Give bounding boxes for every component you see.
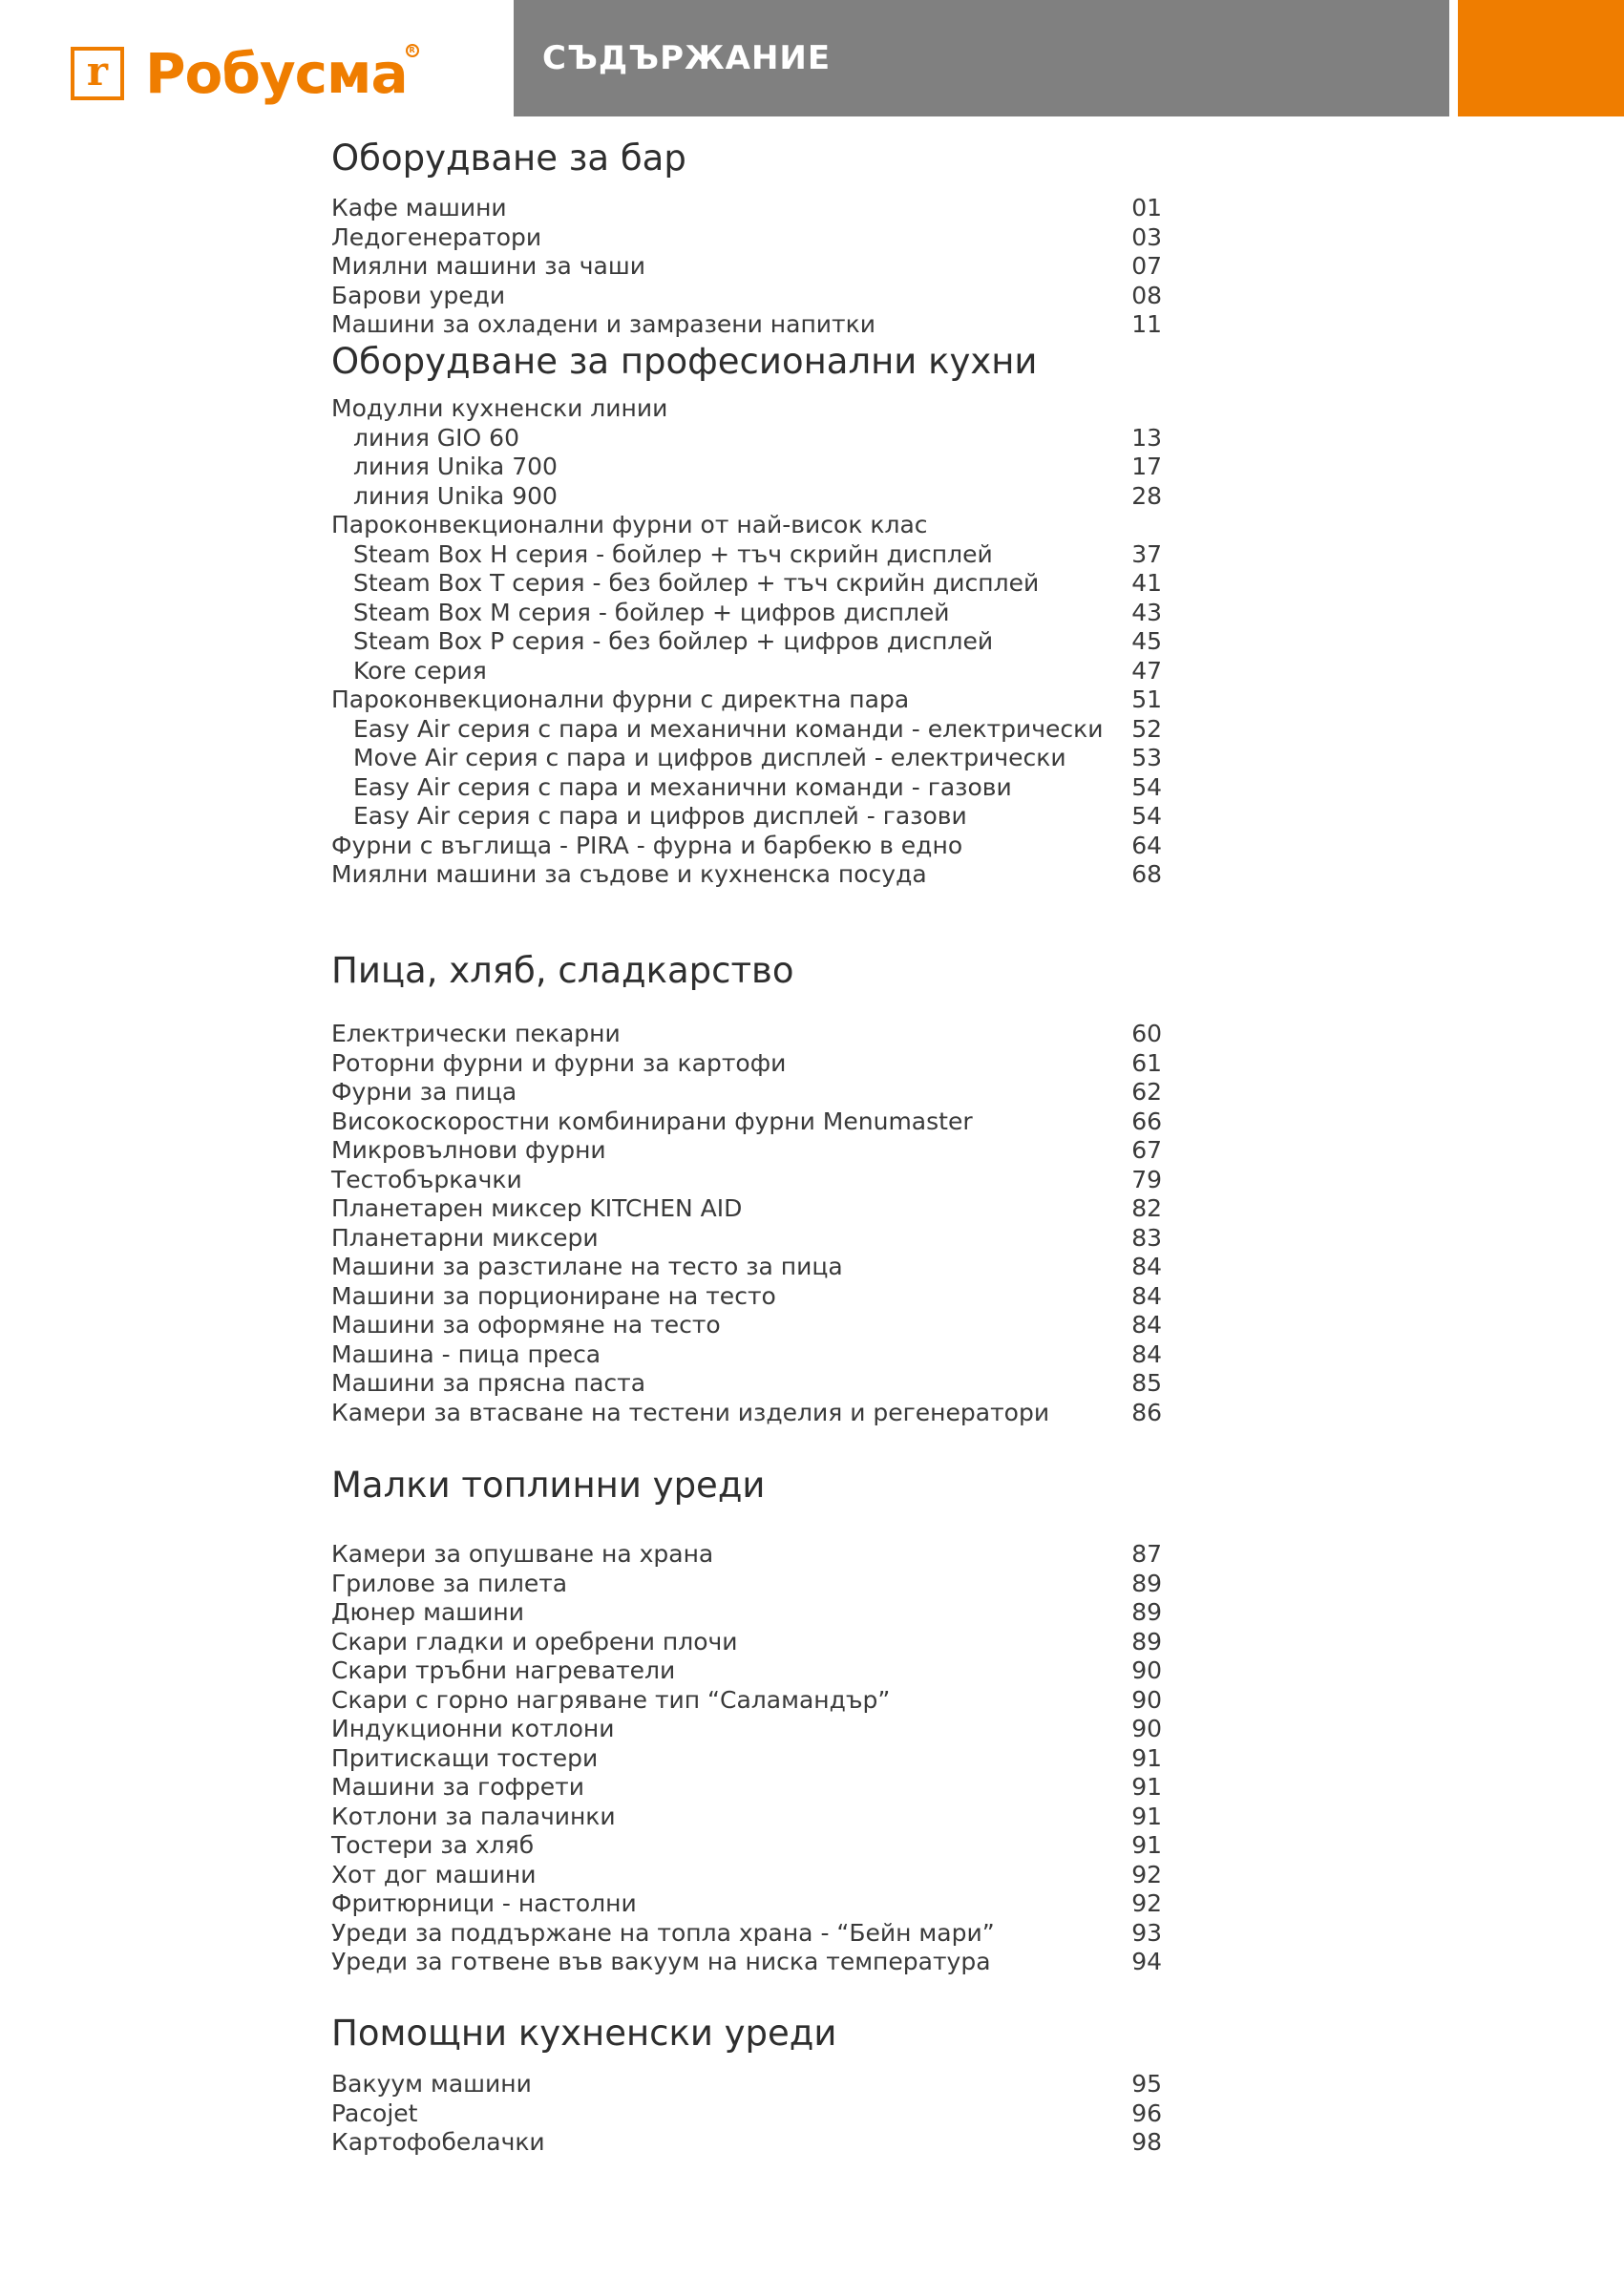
toc-entry: [331, 1194, 1162, 1223]
toc-entry: [331, 1803, 1162, 1831]
toc-entry-label: Фурни за пица: [331, 1078, 517, 1106]
toc-entry-page: 92: [1131, 1889, 1162, 1917]
toc-entry: [331, 1540, 1162, 1569]
toc-entry: [331, 569, 1162, 598]
toc-entry-label: Уреди за готвене във вакуум на ниска температура: [331, 1948, 991, 1975]
toc-entry: [331, 599, 1162, 627]
toc-entry-label: Машини за гофрети: [331, 1773, 584, 1801]
toc-entry-page: 95: [1131, 2070, 1162, 2098]
toc-entry: [331, 1889, 1162, 1918]
section-title: Пица, хляб, сладкарство: [331, 950, 794, 991]
toc-entry-page: 61: [1131, 1048, 1162, 1077]
toc-entry-label: Микровълнови фурни: [331, 1136, 606, 1164]
toc-entry: [331, 1686, 1162, 1715]
toc-entry: [331, 715, 1162, 744]
toc-entry-label: Миялни машини за чаши: [331, 252, 645, 280]
toc-entry-page: 96: [1131, 2099, 1162, 2127]
toc-entry-page: 98: [1131, 2128, 1162, 2156]
toc-entry-page: 79: [1131, 1165, 1162, 1193]
toc-entry-label: Модулни кухненски линии: [331, 394, 668, 422]
toc-entry-page: 91: [1131, 1743, 1162, 1772]
toc-entry-page: 67: [1131, 1136, 1162, 1164]
toc-entry-page: 08: [1131, 281, 1162, 309]
logo-mark-icon: r: [71, 47, 124, 100]
toc-entry-label: Хот дог машини: [331, 1860, 537, 1888]
toc-entry: [331, 1399, 1162, 1427]
toc-entry-label: линия GIO 60: [353, 423, 519, 452]
toc-entry-page: 92: [1131, 1860, 1162, 1888]
toc-entry: [331, 773, 1162, 802]
toc-entry: [331, 1628, 1162, 1656]
section-title: Оборудване за бар: [331, 137, 686, 179]
toc-entry-page: 84: [1131, 1253, 1162, 1280]
toc-entry: [331, 832, 1162, 860]
toc-entry: [331, 394, 1162, 423]
toc-entry-label: Котлони за палачинки: [331, 1802, 616, 1830]
toc-entry: [331, 744, 1162, 772]
toc-entry-label: Роторни фурни и фурни за картофи: [331, 1048, 787, 1077]
toc-entry-label: Машини за оформяне на тесто: [331, 1311, 721, 1339]
header-bar: [514, 0, 1449, 116]
toc-entry-page: 28: [1131, 481, 1162, 510]
toc-entry: [331, 282, 1162, 310]
toc-entry: [331, 223, 1162, 252]
toc-entry: [331, 511, 1162, 539]
toc-entry-page: 86: [1131, 1398, 1162, 1426]
toc-entry-page: 62: [1131, 1078, 1162, 1106]
toc-entry: [331, 1831, 1162, 1860]
registered-mark-icon: R: [406, 44, 419, 57]
toc-entry-page: 41: [1131, 569, 1162, 597]
toc-entry: [331, 802, 1162, 831]
toc-entry-label: Планетарен миксер KITCHEN AID: [331, 1194, 743, 1222]
toc-entry-label: Фурни с въглища - PIRA - фурна и барбекю в едно: [331, 831, 963, 859]
toc-entry: [331, 1948, 1162, 1976]
toc-entry: [331, 310, 1162, 339]
toc-entry: [331, 453, 1162, 481]
toc-entry: [331, 1340, 1162, 1369]
toc-entry-label: Тестобъркачки: [331, 1165, 522, 1193]
toc-entry: [331, 657, 1162, 686]
toc-entry-label: Дюнер машини: [331, 1598, 525, 1626]
section-title: Помощни кухненски уреди: [331, 2013, 837, 2054]
toc-entry-label: Пароконвекционални фурни с директна пара: [331, 686, 910, 713]
toc-entry-page: 45: [1131, 627, 1162, 655]
logo-text: Робусма: [145, 41, 408, 106]
toc-entry-page: 43: [1131, 598, 1162, 626]
toc-entry-page: 13: [1131, 423, 1162, 452]
toc-entry-page: 91: [1131, 1773, 1162, 1801]
toc-entry: [331, 2128, 1162, 2157]
toc-entry-label: Високоскоростни комбинирани фурни Menumaster: [331, 1107, 973, 1135]
toc-entry-page: 68: [1131, 860, 1162, 888]
toc-entry-page: 84: [1131, 1281, 1162, 1310]
toc-entry-label: Вакуум машини: [331, 2070, 532, 2098]
toc-entry-page: 90: [1131, 1715, 1162, 1742]
toc-entry-page: 89: [1131, 1569, 1162, 1597]
toc-entry: [331, 1253, 1162, 1281]
toc-entry: [331, 1598, 1162, 1627]
toc-entry-page: 17: [1131, 453, 1162, 480]
toc-entry-label: Машини за порциониране на тесто: [331, 1281, 776, 1310]
toc-entry-label: Миялни машини за съдове и кухненска посуда: [331, 860, 927, 888]
toc-entry-page: 64: [1131, 831, 1162, 859]
toc-entry: [331, 1224, 1162, 1253]
toc-entry: [331, 1020, 1162, 1048]
toc-entry-label: Притискащи тостери: [331, 1743, 599, 1772]
toc-entry-label: Steam Box P серия - без бойлер + цифров дисплей: [353, 627, 994, 655]
toc-entry: [331, 540, 1162, 569]
toc-entry-page: 93: [1131, 1918, 1162, 1947]
toc-entry-label: Грилове за пилета: [331, 1569, 568, 1597]
toc-entry: [331, 1861, 1162, 1889]
toc-entry-page: 94: [1131, 1948, 1162, 1975]
toc-entry-label: Easy Air серия с пара и механични команди - газови: [353, 772, 1012, 801]
toc-entry-label: Барови уреди: [331, 281, 506, 309]
toc-entry: [331, 1715, 1162, 1743]
toc-entry-page: 83: [1131, 1223, 1162, 1252]
toc-entry-page: 89: [1131, 1598, 1162, 1626]
toc-entry-label: Easy Air серия с пара и цифров дисплей - газови: [353, 802, 967, 830]
toc-entry: [331, 1656, 1162, 1685]
toc-entry-label: Скари гладки и оребрени плочи: [331, 1627, 738, 1656]
toc-entry: [331, 1369, 1162, 1398]
toc-entry: [331, 1570, 1162, 1598]
toc-entry: [331, 194, 1162, 222]
toc-entry-label: Скари с горно нагряване тип “Саламандър”: [331, 1685, 891, 1714]
toc-entry-label: Тостери за хляб: [331, 1831, 535, 1859]
toc-entry-label: Ледогенератори: [331, 222, 542, 251]
toc-entry: [331, 627, 1162, 656]
toc-entry-label: Steam Box M серия - бойлер + цифров дисплей: [353, 598, 950, 626]
toc-entry-label: Електрически пекарни: [331, 1020, 621, 1047]
toc-entry-label: Скари тръбни нагреватели: [331, 1656, 676, 1684]
section-title: Малки топлинни уреди: [331, 1465, 766, 1506]
toc-entry-label: Move Air серия с пара и цифров дисплей - електрически: [353, 744, 1066, 771]
toc-entry-label: Планетарни миксери: [331, 1223, 599, 1252]
toc-entry-page: 91: [1131, 1802, 1162, 1830]
toc-entry-label: Картофобелачки: [331, 2128, 545, 2156]
toc-entry-page: 60: [1131, 1020, 1162, 1047]
accent-bar: [1458, 0, 1624, 116]
toc-entry-page: 53: [1131, 744, 1162, 771]
toc-entry-label: Фритюрници - настолни: [331, 1889, 637, 1917]
section-title: Оборудване за професионални кухни: [331, 341, 1038, 382]
toc-entry-page: 37: [1131, 539, 1162, 568]
toc-entry-page: 90: [1131, 1656, 1162, 1684]
toc-entry-label: Kore серия: [353, 656, 487, 685]
toc-entry: [331, 860, 1162, 889]
toc-entry-label: Easy Air серия с пара и механични команди - електрически: [353, 714, 1104, 743]
toc-entry-page: 90: [1131, 1685, 1162, 1714]
toc-entry: [331, 1282, 1162, 1311]
toc-entry-page: 54: [1131, 802, 1162, 830]
toc-entry-page: 51: [1131, 686, 1162, 713]
toc-entry-page: 54: [1131, 772, 1162, 801]
toc-entry-page: 85: [1131, 1369, 1162, 1397]
toc-entry: [331, 686, 1162, 714]
toc-entry-page: 03: [1131, 222, 1162, 251]
toc-entry-page: 11: [1131, 310, 1162, 338]
toc-entry-label: Steam Box H серия - бойлер + тъч скрийн дисплей: [353, 539, 993, 568]
brand-logo: [71, 41, 415, 106]
toc-entry: [331, 1166, 1162, 1194]
toc-entry-label: Машини за разстилане на тесто за пица: [331, 1253, 843, 1280]
toc-entry-label: Машини за прясна паста: [331, 1369, 646, 1397]
toc-entry-label: Steam Box T серия - без бойлер + тъч скрийн дисплей: [353, 569, 1040, 597]
toc-entry: [331, 1136, 1162, 1165]
toc-entry-page: 91: [1131, 1831, 1162, 1859]
toc-entry-page: 89: [1131, 1627, 1162, 1656]
toc-entry-label: линия Unika 900: [353, 481, 558, 510]
toc-entry-label: Уреди за поддържане на топла храна - “Бейн мари”: [331, 1918, 995, 1947]
toc-entry-label: Камери за втасване на тестени изделия и регенератори: [331, 1398, 1050, 1426]
toc-entry-label: Машина - пица преса: [331, 1339, 601, 1368]
page-title: СЪДЪРЖАНИЕ: [542, 39, 832, 77]
toc-entry: [331, 482, 1162, 511]
toc-entry-label: Кафе машини: [331, 194, 507, 221]
toc-entry-page: 07: [1131, 252, 1162, 280]
toc-entry-page: 47: [1131, 656, 1162, 685]
toc-entry: [331, 1049, 1162, 1078]
toc-entry-label: Камери за опушване на храна: [331, 1540, 714, 1568]
toc-entry-page: 87: [1131, 1540, 1162, 1568]
toc-entry-label: Пароконвекционални фурни от най-висок клас: [331, 511, 928, 538]
toc-entry-page: 52: [1131, 714, 1162, 743]
toc-entry: [331, 1078, 1162, 1107]
toc-entry: [331, 1919, 1162, 1948]
toc-entry-page: 66: [1131, 1107, 1162, 1135]
toc-entry-page: 84: [1131, 1339, 1162, 1368]
toc-entry: [331, 252, 1162, 281]
toc-entry: [331, 1311, 1162, 1339]
toc-entry: [331, 424, 1162, 453]
toc-entry: [331, 1744, 1162, 1773]
toc-entry-label: Индукционни котлони: [331, 1715, 615, 1742]
toc-entry-page: 82: [1131, 1194, 1162, 1222]
toc-entry-label: Pacojet: [331, 2099, 418, 2127]
toc-entry: [331, 1107, 1162, 1136]
toc-entry: [331, 2070, 1162, 2099]
toc-entry-page: 84: [1131, 1311, 1162, 1339]
toc-entry-page: 01: [1131, 194, 1162, 221]
toc-entry: [331, 1773, 1162, 1802]
toc-entry-label: Машини за охладени и замразени напитки: [331, 310, 875, 338]
toc-entry: [331, 2099, 1162, 2128]
toc-entry-label: линия Unika 700: [353, 453, 558, 480]
